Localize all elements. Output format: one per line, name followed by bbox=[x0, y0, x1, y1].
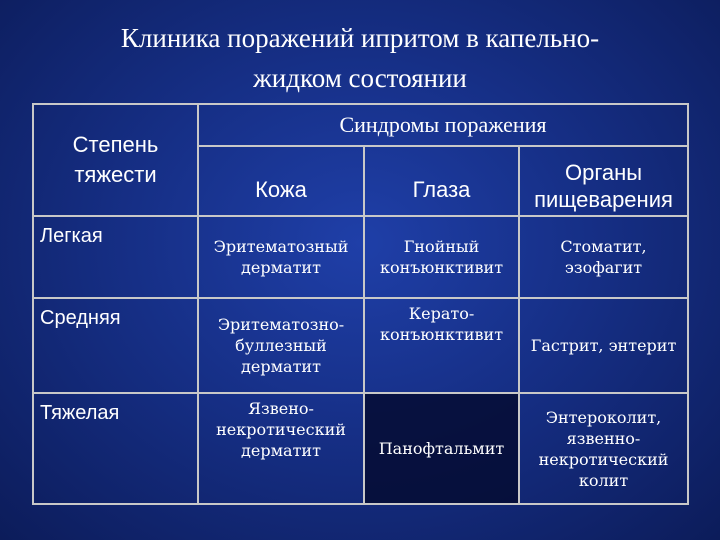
eyes-cell: Гнойный конъюнктивит bbox=[364, 216, 519, 298]
slide-title-line-1: Клиника поражений ипритом в капельно- bbox=[120, 23, 600, 53]
skin-cell: Эритематозный дерматит bbox=[198, 216, 364, 298]
severity-cell: Легкая bbox=[33, 216, 198, 298]
column-header-skin: Кожа bbox=[198, 146, 364, 216]
severity-cell: Средняя bbox=[33, 298, 198, 393]
eyes-cell: Панофтальмит bbox=[364, 393, 519, 504]
column-header-digestive: Органы пищеварения bbox=[519, 146, 688, 216]
severity-cell: Тяжелая bbox=[33, 393, 198, 504]
digestive-cell: Стоматит, эзофагит bbox=[519, 216, 688, 298]
header-row-1 bbox=[33, 104, 688, 146]
slide-title bbox=[0, 18, 720, 98]
lesions-table bbox=[32, 103, 689, 505]
syndromes-header: Синдромы поражения bbox=[198, 104, 688, 146]
table-row-moderate bbox=[33, 298, 688, 393]
table-row-severe bbox=[33, 393, 688, 504]
skin-cell: Эритематозно- буллезный дерматит bbox=[198, 298, 364, 393]
eyes-cell: Керато- конъюнктивит bbox=[364, 298, 519, 393]
column-header-eyes: Глаза bbox=[364, 146, 519, 216]
slide-title-line-2: жидком состоянии bbox=[253, 63, 467, 93]
table-row-mild bbox=[33, 216, 688, 298]
digestive-cell: Гастрит, энтерит bbox=[519, 298, 688, 393]
digestive-cell: Энтероколит, язвенно- некротический колит bbox=[519, 393, 688, 504]
skin-cell: Язвено- некротический дерматит bbox=[198, 393, 364, 504]
severity-header: Степень тяжести bbox=[33, 104, 198, 216]
